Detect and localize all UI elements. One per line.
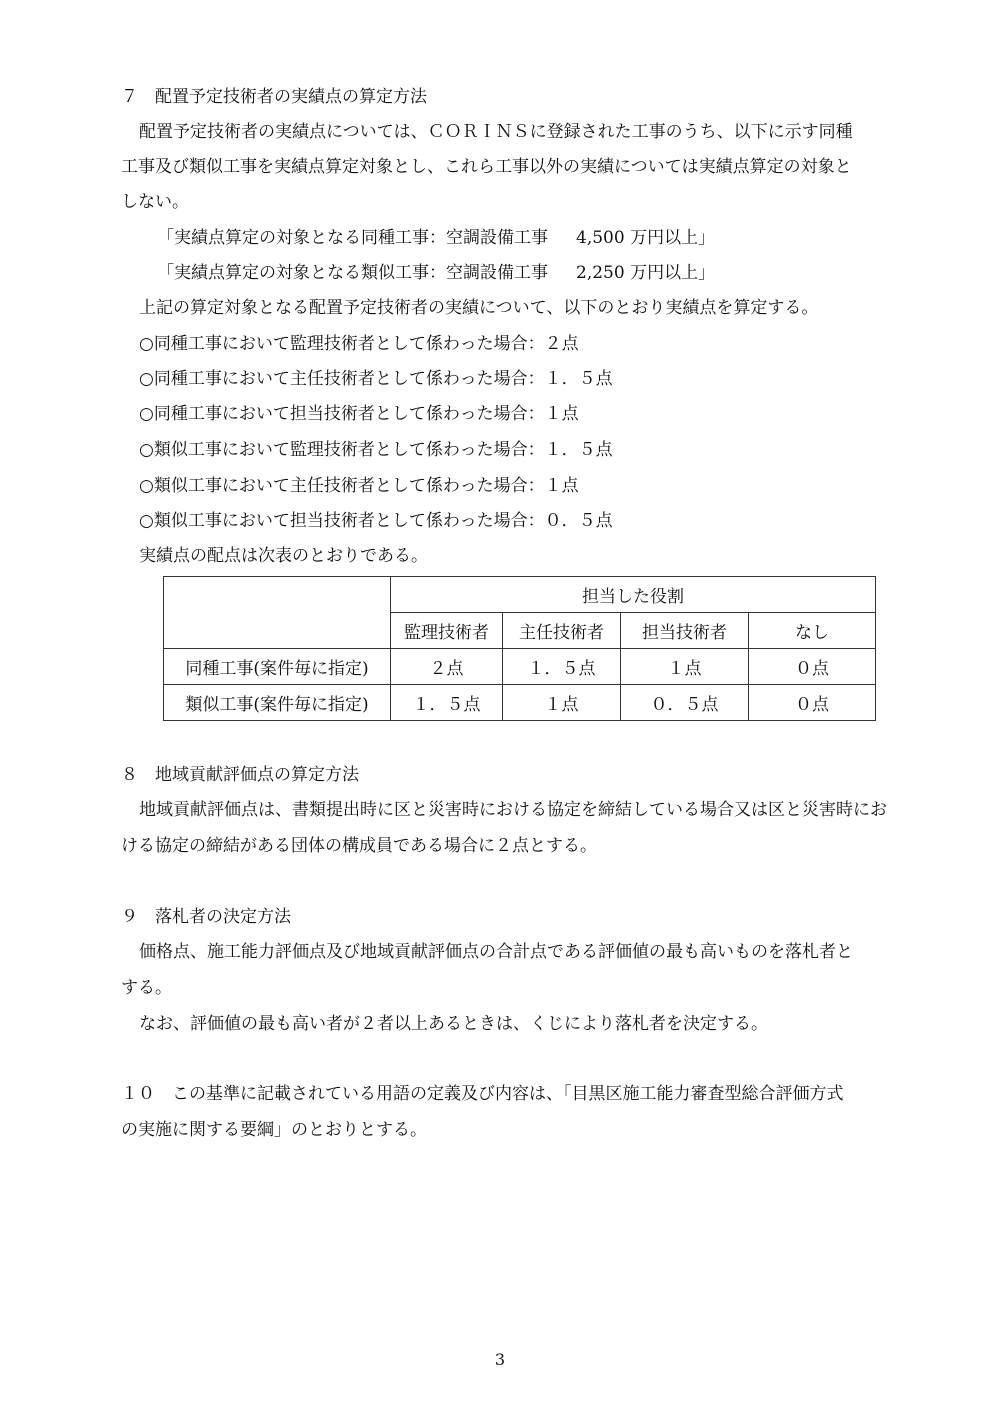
scoring-item: ○同種工事において監理技術者として係わった場合：２点 <box>139 334 579 354</box>
score-table <box>163 576 876 721</box>
section-9-paragraph-line-1: 価格点、施工能力評価点及び地域貢献評価点の合計点である評価値の最も高いものを落札者と <box>139 942 853 962</box>
quote-same-type-amount: 4,500 万円以上」 <box>576 228 716 248</box>
page-number: 3 <box>494 1350 506 1369</box>
table-cell: ２点 <box>391 649 503 685</box>
column-header: 担当技術者 <box>621 613 749 649</box>
scoring-item: ○類似工事において主任技術者として係わった場合：１点 <box>139 476 579 496</box>
section-7-paragraph-line-1: 配置予定技術者の実績点については、ＣＯＲＩＮＳに登録された工事のうち、以下に示す同種 <box>139 122 853 142</box>
quote-similar-amount: 2,250 万円以上」 <box>576 263 716 283</box>
table-cell: １．５点 <box>503 649 621 685</box>
section-7-paragraph-line-2: 工事及び類似工事を実績点算定対象とし、これら工事以外の実績については実績点算定の対象と <box>121 157 852 177</box>
quote-same-type-label: 「実績点算定の対象となる同種工事：空調設備工事 <box>157 228 548 248</box>
section-10-line-1: １０ この基準に記載されている用語の定義及び内容は、「目黒区施工能力審査型総合評価方式 <box>121 1084 844 1104</box>
quote-similar-label: 「実績点算定の対象となる類似工事：空調設備工事 <box>157 263 548 283</box>
section-9-note: なお、評価値の最も高い者が２者以上あるときは、くじにより落札者を決定する。 <box>139 1014 768 1034</box>
table-cell: ０点 <box>749 649 876 685</box>
section-8-paragraph-line-2: ける協定の締結がある団体の構成員である場合に２点とする。 <box>121 836 597 856</box>
scoring-item: ○類似工事において監理技術者として係わった場合：１．５点 <box>139 440 613 460</box>
quote-similar-work <box>157 265 715 282</box>
section-9-heading: ９ 落札者の決定方法 <box>121 907 291 927</box>
table-group-header: 担当した役割 <box>391 577 876 613</box>
table-row <box>164 685 876 721</box>
section-8-paragraph-line-1: 地域貢献評価点は、書類提出時に区と災害時における協定を締結している場合又は区と災害時にお <box>139 800 887 820</box>
table-cell: ０点 <box>749 685 876 721</box>
section-8-heading: ８ 地域貢献評価点の算定方法 <box>121 765 359 785</box>
scoring-item: ○類似工事において担当技術者として係わった場合：０．５点 <box>139 511 613 531</box>
table-corner-cell <box>164 577 391 649</box>
table-cell: １．５点 <box>391 685 503 721</box>
section-10-line-2: の実施に関する要綱」のとおりとする。 <box>121 1120 427 1140</box>
table-caption: 実績点の配点は次表のとおりである。 <box>139 546 428 566</box>
section-7-intro: 上記の算定対象となる配置予定技術者の実績について、以下のとおり実績点を算定する。 <box>139 298 819 318</box>
row-label: 類似工事(案件毎に指定) <box>164 685 391 721</box>
table-cell: １点 <box>621 649 749 685</box>
quote-same-type-work <box>157 230 715 247</box>
column-header: なし <box>749 613 876 649</box>
section-9-paragraph-line-2: する。 <box>121 978 172 998</box>
section-7-paragraph-line-3: しない。 <box>121 192 189 212</box>
scoring-item: ○同種工事において主任技術者として係わった場合：１．５点 <box>139 369 613 389</box>
section-7-heading: ７ 配置予定技術者の実績点の算定方法 <box>121 87 427 107</box>
column-header: 主任技術者 <box>503 613 621 649</box>
scoring-item: ○同種工事において担当技術者として係わった場合：１点 <box>139 404 579 424</box>
table-cell: ０．５点 <box>621 685 749 721</box>
column-header: 監理技術者 <box>391 613 503 649</box>
table-header-row <box>164 577 876 613</box>
table-cell: １点 <box>503 685 621 721</box>
row-label: 同種工事(案件毎に指定) <box>164 649 391 685</box>
table-row <box>164 649 876 685</box>
